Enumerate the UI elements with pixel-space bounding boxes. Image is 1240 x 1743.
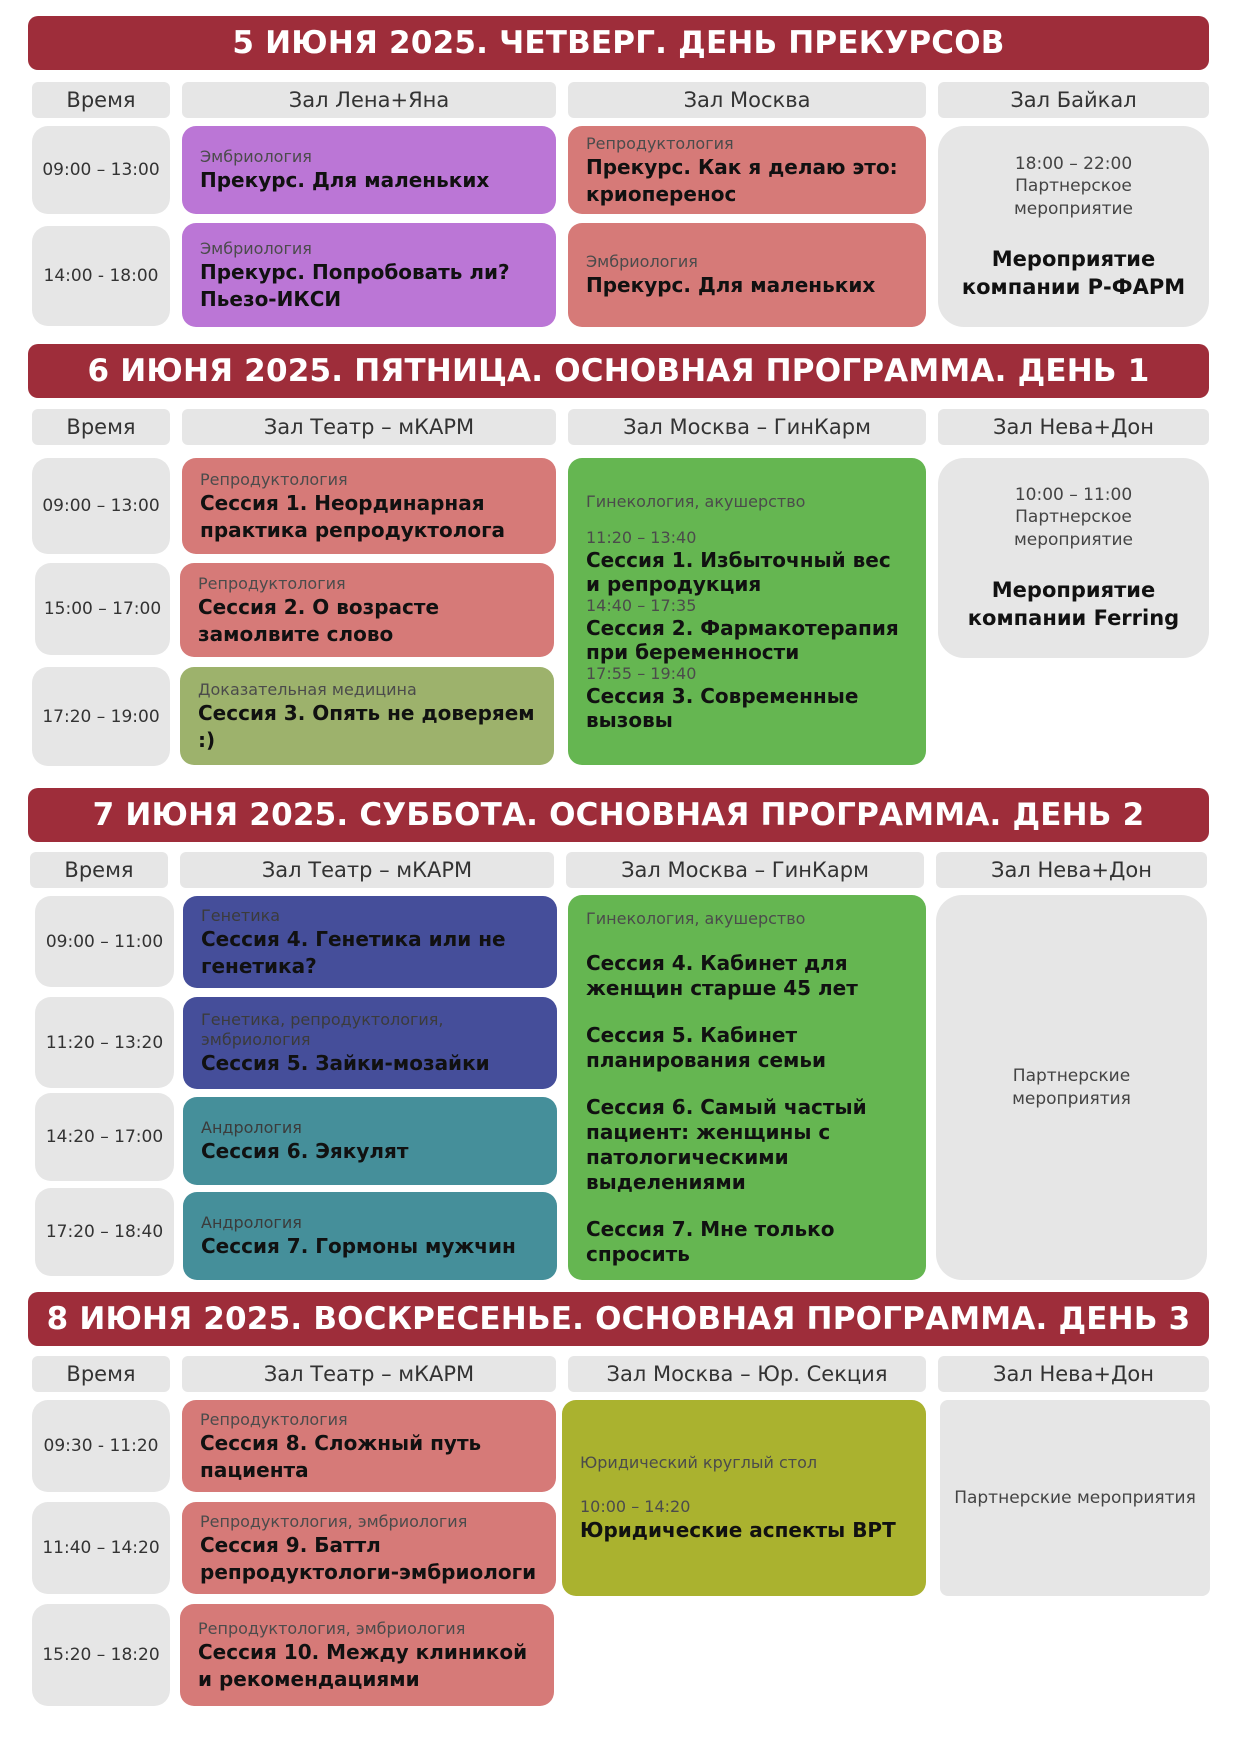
time-slot: 15:20 – 18:20 — [32, 1604, 170, 1706]
header-hall-2: Зал Москва — [568, 82, 926, 118]
time-slot: 09:00 – 13:00 — [32, 126, 170, 214]
session-card[interactable] — [568, 895, 926, 1280]
session-card[interactable] — [183, 896, 557, 988]
session-card[interactable] — [183, 1192, 557, 1280]
header-hall-1: Зал Лена+Яна — [182, 82, 556, 118]
session-card[interactable] — [182, 223, 556, 327]
time-slot: 15:00 – 17:00 — [35, 563, 170, 655]
header-hall-3: Зал Нева+Дон — [938, 409, 1209, 445]
partner-time: 18:00 – 22:00 — [1014, 153, 1133, 174]
partner-label: Партнерское мероприятие — [1013, 175, 1134, 219]
session-title: Сессия 7. Гормоны мужчин — [201, 1234, 516, 1258]
partner-time: 10:00 – 11:00 — [1014, 485, 1133, 505]
session-category: Гинекология, акушерство — [586, 909, 806, 928]
session-title: Юридические аспекты ВРТ — [580, 1518, 896, 1542]
session-card[interactable] — [182, 458, 556, 554]
session-category: Эмбриология — [200, 147, 312, 166]
session-category: Эмбриология — [586, 252, 698, 271]
session-category: Репродуктология, эмбриология — [198, 1618, 466, 1638]
session-category: Генетика — [201, 905, 281, 925]
session-category: Юридический круглый стол — [580, 1453, 818, 1472]
session-category: Генетика, репродуктология, эмбриология — [201, 1009, 444, 1049]
session-card[interactable] — [562, 1400, 926, 1596]
session-title: Сессия 1. Избыточный вес и репродукция — [586, 548, 891, 596]
session-title: Сессия 2. О возрасте замолвите слово — [198, 594, 440, 646]
session-title: Прекурс. Для маленьких — [200, 168, 490, 192]
session-category: Репродуктология — [200, 1409, 348, 1429]
partner-title: Мероприятие компании Р-ФАРМ — [961, 246, 1186, 299]
session-title: Сессия 9. Баттл репродуктологи-эмбриологи — [200, 1532, 537, 1584]
session-card[interactable] — [182, 1502, 556, 1594]
session-card[interactable] — [183, 997, 557, 1089]
session-time: 17:55 – 19:40 — [586, 664, 697, 683]
header-time: Время — [32, 1356, 170, 1392]
session-title: Сессия 3. Опять не доверяем :) — [198, 700, 535, 752]
session-title: Прекурс. Попробовать ли? Пьезо-ИКСИ — [200, 259, 510, 311]
partner-title: Мероприятие компании Ferring — [967, 578, 1180, 630]
header-hall-3: Зал Нева+Дон — [936, 852, 1207, 888]
time-slot: 09:30 - 11:20 — [32, 1400, 170, 1492]
time-slot: 11:20 – 13:20 — [35, 997, 174, 1088]
time-slot: 09:00 – 11:00 — [35, 896, 174, 987]
day-banner: 8 ИЮНЯ 2025. ВОСКРЕСЕНЬЕ. ОСНОВНАЯ ПРОГРАММА. ДЕНЬ 3 — [28, 1292, 1209, 1346]
partner-label: Партнерское мероприятие — [1013, 507, 1134, 550]
session-title: Сессия 4. Кабинет для женщин старше 45 лет — [586, 951, 858, 1000]
header-time: Время — [30, 852, 168, 888]
header-hall-3: Зал Байкал — [938, 82, 1209, 118]
session-time: 11:20 – 13:40 — [586, 528, 697, 547]
session-title: Сессия 5. Кабинет планирования семьи — [586, 1023, 827, 1072]
session-card[interactable] — [182, 1400, 556, 1492]
session-category: Андрология — [201, 1118, 302, 1137]
session-category: Репродуктология — [200, 469, 348, 489]
session-title: Сессия 6. Эякулят — [201, 1139, 409, 1163]
day-banner: 6 ИЮНЯ 2025. ПЯТНИЦА. ОСНОВНАЯ ПРОГРАММА. ДЕНЬ 1 — [28, 344, 1209, 398]
session-title: Сессия 10. Между клиникой и рекомендациями — [198, 1639, 528, 1691]
session-category: Репродуктология — [586, 133, 734, 153]
header-time: Время — [32, 82, 170, 118]
header-time: Время — [32, 409, 170, 445]
session-title: Сессия 2. Фармакотерапия при беременности — [586, 616, 899, 664]
session-card[interactable] — [183, 1097, 557, 1185]
partner-event-card[interactable] — [938, 126, 1209, 327]
session-time: 14:40 – 17:35 — [586, 596, 697, 615]
session-category: Эмбриология — [200, 238, 312, 258]
time-slot: 11:40 – 14:20 — [32, 1502, 170, 1594]
partner-label: Партнерские мероприятия — [1012, 1065, 1131, 1109]
session-time: 10:00 – 14:20 — [580, 1497, 691, 1516]
session-category: Репродуктология, эмбриология — [200, 1511, 468, 1531]
day-banner: 7 ИЮНЯ 2025. СУББОТА. ОСНОВНАЯ ПРОГРАММА. ДЕНЬ 2 — [28, 788, 1209, 842]
header-hall-1: Зал Театр – мКАРМ — [182, 409, 556, 445]
session-title: Сессия 8. Сложный путь пациента — [200, 1430, 482, 1482]
session-card[interactable] — [568, 126, 926, 214]
partner-event-card[interactable] — [936, 895, 1207, 1280]
header-hall-1: Зал Театр – мКАРМ — [182, 1356, 556, 1392]
session-category: Гинекология, акушерство — [586, 492, 806, 511]
session-card[interactable] — [182, 126, 556, 214]
session-title: Сессия 3. Современные вызовы — [586, 684, 859, 732]
time-slot: 14:20 – 17:00 — [35, 1093, 174, 1181]
session-card[interactable] — [180, 563, 554, 657]
time-slot: 17:20 – 19:00 — [32, 667, 170, 766]
day-banner: 5 ИЮНЯ 2025. ЧЕТВЕРГ. ДЕНЬ ПРЕКУРСОВ — [28, 16, 1209, 70]
session-category: Доказательная медицина — [198, 679, 417, 699]
session-title: Прекурс. Для маленьких — [586, 273, 876, 297]
header-hall-3: Зал Нева+Дон — [938, 1356, 1209, 1392]
session-title: Сессия 1. Неординарная практика репродуктолога — [200, 490, 506, 542]
session-card[interactable] — [568, 223, 926, 327]
partner-event-card[interactable] — [938, 458, 1209, 658]
session-title: Сессия 6. Самый частый пациент: женщины с патологическими выделениями — [586, 1095, 867, 1194]
header-hall-2: Зал Москва – ГинКарм — [566, 852, 924, 888]
session-card[interactable] — [568, 458, 926, 765]
session-title: Прекурс. Как я делаю это: криоперенос — [586, 154, 898, 206]
header-hall-2: Зал Москва – ГинКарм — [568, 409, 926, 445]
partner-event-card[interactable] — [940, 1400, 1210, 1596]
session-category: Андрология — [201, 1213, 302, 1232]
session-card[interactable] — [180, 667, 554, 765]
time-slot: 14:00 - 18:00 — [32, 226, 170, 326]
partner-label: Партнерские мероприятия — [954, 1487, 1196, 1508]
time-slot: 09:00 – 13:00 — [32, 458, 170, 554]
time-slot: 17:20 – 18:40 — [35, 1188, 174, 1276]
session-card[interactable] — [180, 1604, 554, 1706]
session-title: Сессия 5. Зайки-мозайки — [201, 1050, 490, 1075]
session-title: Сессия 7. Мне только спросить — [586, 1217, 835, 1266]
header-hall-2: Зал Москва – Юр. Секция — [568, 1356, 926, 1392]
header-hall-1: Зал Театр – мКАРМ — [180, 852, 554, 888]
session-category: Репродуктология — [198, 573, 346, 593]
session-title: Сессия 4. Генетика или не генетика? — [201, 926, 506, 978]
